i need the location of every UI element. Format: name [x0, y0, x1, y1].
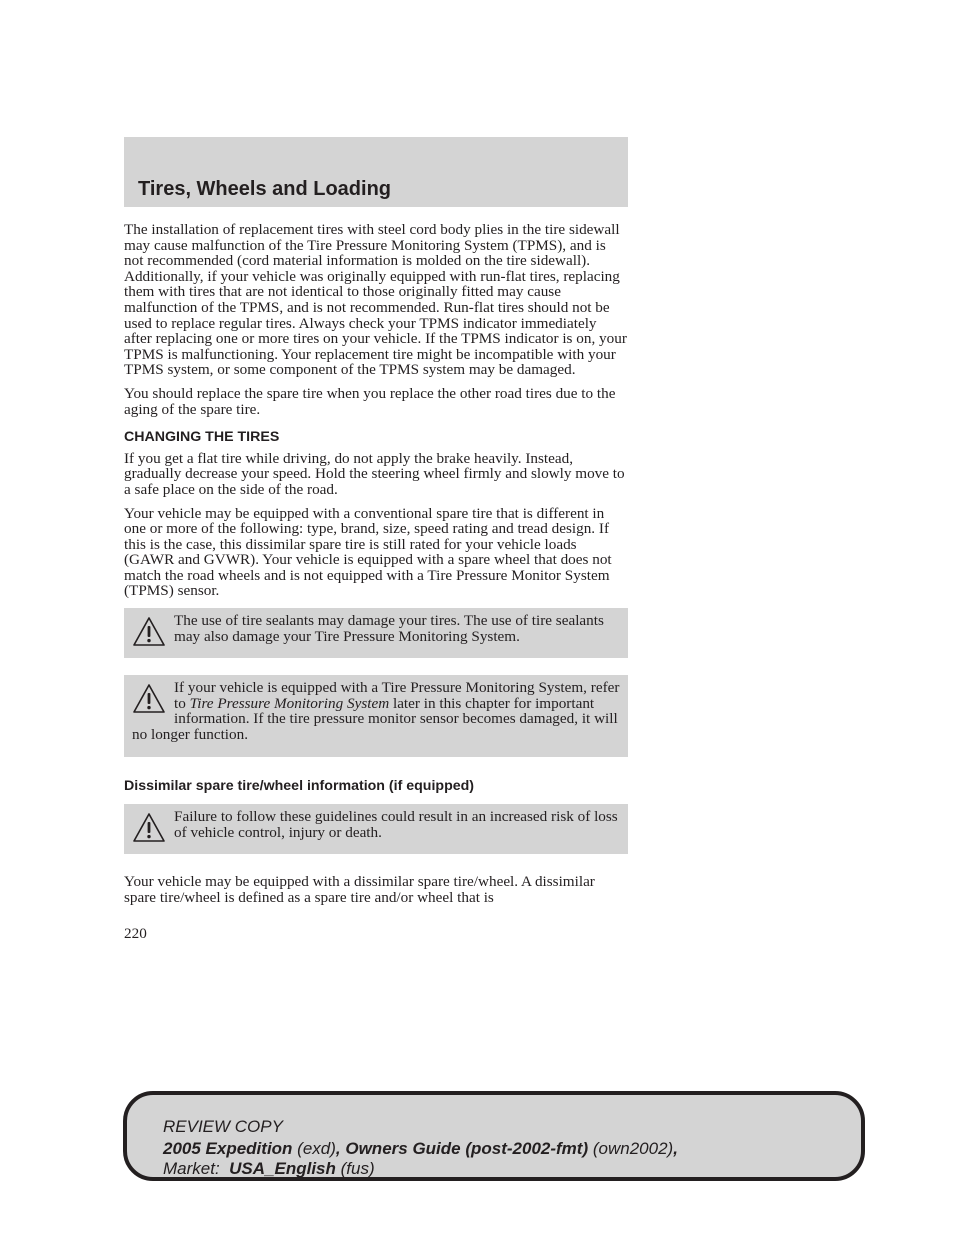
warning-triangle-icon	[132, 683, 166, 715]
dissimilar-spare-heading: Dissimilar spare tire/wheel information (if equipped)	[124, 777, 475, 794]
warning-text-guidelines: Failure to follow these guidelines could result in an increased risk of loss of vehicle control, injury or death.	[174, 808, 618, 841]
page-number: 220	[124, 925, 147, 942]
warning-box-tpms	[124, 675, 628, 756]
warning-triangle-icon	[132, 812, 166, 844]
intro-paragraph: The installation of replacement tires with steel cord body plies in the tire sidewall may cause malfunction of the Tire Pressure Monitoring System (TPMS), and is not recommended (cord material information is molded on the tire sidewall). Additionally, if your vehicle was originally equipped with run-flat tires, replacing them with tires that are not identical to those originally fitted may cause malfunction of the TPMS, and is not recommended. Run-flat tires should not be used to replace regular tires. Always check your TPMS indicator immediately after replacing one or more tires on your vehicle. If the TPMS indicator is on, your TPMS is malfunctioning. Your replacement tire might be incompatible with your TPMS system, or some component of the TPMS system may be damaged.	[124, 221, 627, 379]
conventional-spare-paragraph: Your vehicle may be equipped with a conventional spare tire that is different in one or more of the following: type, brand, size, speed rating and tread design. If this is the case, this dissimilar spare tire is still rated for your vehicle loads (GAWR and GVWR). Your vehicle is equipped with a spare wheel that does not match the road wheels and is not equipped with a Tire Pressure Monitor System (TPMS) sensor.	[124, 504, 612, 600]
warning-text-tpms: If your vehicle is equipped with a Tire Pressure Monitoring System, refer to Tire Pressure Monitoring System later in this chapter for important information. If the tire pressure monitor sensor becomes damaged, it will no longer function.	[132, 679, 620, 744]
market-info-line: Market: USA_English (fus)	[163, 1159, 375, 1178]
spare-paragraph: You should replace the spare tire when you replace the other road tires due to the aging of the spare tire.	[124, 384, 616, 418]
review-copy-footer	[123, 1091, 865, 1181]
section-header	[124, 137, 628, 207]
page-title: Tires, Wheels and Loading	[138, 178, 392, 200]
dissimilar-spare-paragraph: Your vehicle may be equipped with a dissimilar spare tire/wheel. A dissimilar spare tire/wheel is defined as a spare tire and/or wheel that is	[124, 873, 595, 906]
review-copy-label: REVIEW COPY	[163, 1117, 283, 1136]
warning-text-sealants: The use of tire sealants may damage your tires. The use of tire sealants may also damage your Tire Pressure Monitoring System.	[174, 612, 604, 645]
changing-tires-heading: CHANGING THE TIRES	[124, 429, 280, 446]
warning-triangle-icon	[132, 616, 166, 648]
warning-box-sealants	[124, 608, 628, 658]
tpms-cross-reference: Tire Pressure Monitoring System	[189, 694, 390, 712]
main-content	[124, 222, 628, 914]
flat-tire-paragraph: If you get a flat tire while driving, do not apply the brake heavily. Instead, gradually decrease your speed. Hold the steering wheel firmly and slowly move to a safe place on the side of the road.	[124, 449, 625, 498]
document-info-line: 2005 Expedition (exd), Owners Guide (post-2002-fmt) (own2002),	[163, 1139, 678, 1158]
warning-box-guidelines	[124, 804, 628, 854]
